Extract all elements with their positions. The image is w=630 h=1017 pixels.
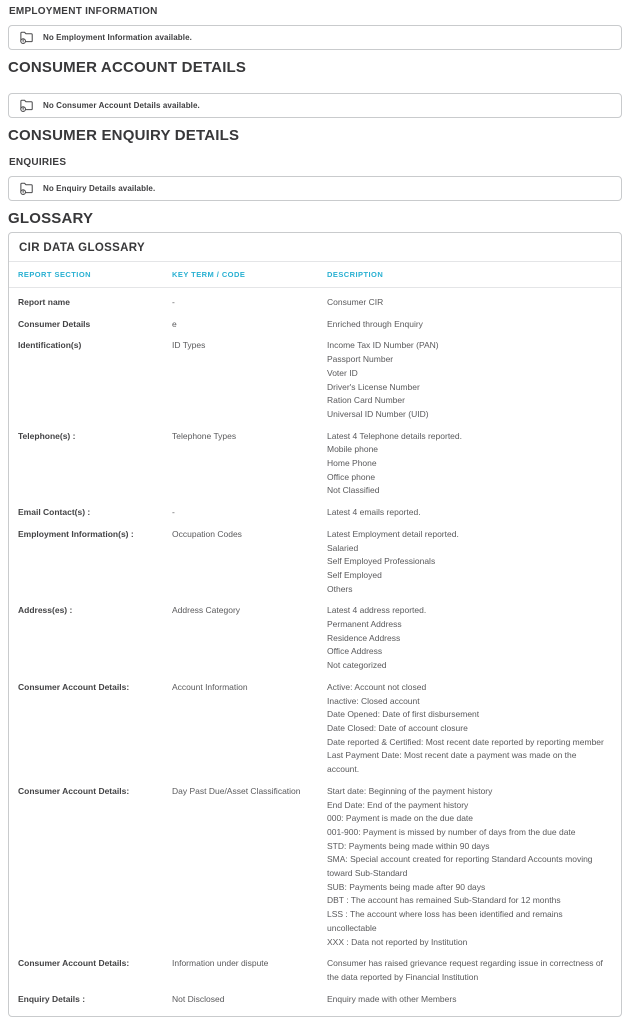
description-line: Voter ID [327, 367, 358, 378]
description-line: Not categorized [327, 660, 387, 671]
description-line: End Date: End of the payment history [327, 799, 469, 810]
description-line: DBT : The account has remained Sub-Standard for 12 months [327, 895, 561, 906]
description-cell [327, 957, 612, 984]
description-line: STD: Payments being made within 90 days [327, 840, 490, 851]
description-line: Active: Account not closed [327, 681, 427, 692]
report-section-cell: Telephone(s) : [18, 430, 76, 441]
description-line: Salaried [327, 542, 359, 553]
key-term-cell: - [172, 507, 175, 518]
table-row [9, 600, 621, 677]
description-line: Latest Employment detail reported. [327, 528, 459, 539]
description-line: 001-900: Payment is missed by number of days from the due date [327, 826, 576, 837]
report-section-cell: Email Contact(s) : [18, 507, 91, 518]
report-section-cell: Identification(s) [18, 340, 82, 351]
table-row [9, 502, 621, 524]
key-term-cell: Account Information [172, 681, 248, 692]
section-heading-enquiries: ENQUIRIES [9, 157, 67, 168]
table-row [9, 953, 621, 988]
glossary-table-title: CIR DATA GLOSSARY [9, 233, 621, 262]
no-data-folder-icon [19, 30, 34, 45]
key-term-cell: - [172, 297, 175, 307]
report-section-cell: Consumer Account Details: [18, 958, 130, 969]
description-line: 000: Payment is made on the due date [327, 813, 474, 824]
description-line: Self Employed [327, 569, 382, 580]
column-header-key-term-code: KEY TERM / CODE [172, 270, 246, 279]
description-line: Home Phone [327, 458, 377, 469]
report-section-cell: Consumer Account Details: [18, 681, 130, 692]
description-line: Permanent Address [327, 619, 402, 630]
report-section-cell: Consumer Details [18, 318, 91, 329]
description-cell [327, 506, 612, 520]
description-line: Not Classified [327, 485, 380, 496]
description-line: Driver's License Number [327, 381, 420, 392]
report-section-cell: Address(es) : [18, 605, 73, 616]
section-heading-consumer-enquiry-details: CONSUMER ENQUIRY DETAILS [8, 127, 240, 144]
key-term-cell: Information under dispute [172, 958, 269, 969]
table-row [9, 781, 621, 953]
description-line: Passport Number [327, 354, 394, 365]
report-section-cell: Employment Information(s) : [18, 528, 134, 539]
description-line: XXX : Data not reported by Institution [327, 936, 468, 947]
description-line: Income Tax ID Number (PAN) [327, 340, 439, 351]
no-data-folder-icon [19, 98, 34, 113]
enquiries-empty-state [8, 176, 622, 201]
cir-data-glossary-table [8, 232, 622, 1017]
glossary-rows [9, 288, 621, 1016]
key-term-cell: Not Disclosed [172, 993, 225, 1004]
section-heading-consumer-account-details: CONSUMER ACCOUNT DETAILS [8, 59, 247, 76]
glossary-column-header-row [9, 262, 621, 288]
empty-message-consumer-account: No Consumer Account Details available. [43, 101, 200, 110]
description-line: Office phone [327, 471, 376, 482]
table-row [9, 292, 621, 314]
report-section-cell: Enquiry Details : [18, 993, 86, 1004]
description-line: Universal ID Number (UID) [327, 408, 429, 419]
consumer-account-empty-state [8, 93, 622, 118]
description-line: Last Payment Date: Most recent date a payment was made on the account. [327, 750, 577, 775]
employment-empty-state [8, 25, 622, 50]
description-cell [327, 604, 612, 673]
description-line: Consumer CIR [327, 297, 384, 307]
table-row [9, 426, 621, 503]
description-line: Enquiry made with other Members [327, 993, 457, 1004]
description-line: Latest 4 emails reported. [327, 507, 421, 518]
key-term-cell: Telephone Types [172, 430, 237, 441]
no-data-folder-icon [19, 181, 34, 196]
description-cell [327, 785, 612, 949]
description-cell [327, 296, 612, 310]
description-line: Date Closed: Date of account closure [327, 722, 468, 733]
description-cell [327, 318, 612, 332]
table-row [9, 677, 621, 781]
description-cell [327, 993, 612, 1007]
table-row [9, 335, 621, 425]
column-header-report-section: REPORT SECTION [18, 270, 91, 279]
description-line: SMA: Special account created for reporting Standard Accounts moving toward Sub-Standard [327, 854, 593, 879]
section-heading-glossary: GLOSSARY [8, 210, 94, 227]
description-line: LSS : The account where loss has been identified and remains uncollectable [327, 909, 563, 933]
description-cell [327, 430, 612, 499]
report-section-cell: Consumer Account Details: [18, 785, 130, 796]
description-line: Start date: Beginning of the payment history [327, 785, 493, 796]
empty-message-employment: No Employment Information available. [43, 33, 192, 42]
table-row [9, 314, 621, 336]
description-line: Others [327, 583, 353, 594]
description-line: Residence Address [327, 632, 401, 643]
description-cell [327, 528, 612, 597]
key-term-cell: e [172, 318, 177, 329]
description-cell [327, 339, 612, 421]
report-section-cell: Report name [18, 297, 70, 307]
description-line: Self Employed Professionals [327, 556, 436, 567]
key-term-cell: Address Category [172, 605, 241, 616]
key-term-cell: Occupation Codes [172, 528, 242, 539]
key-term-cell: Day Past Due/Asset Classification [172, 785, 301, 796]
table-row [9, 989, 621, 1011]
description-line: Enriched through Enquiry [327, 318, 423, 329]
description-line: Office Address [327, 646, 383, 657]
description-line: Consumer has raised grievance request regarding issue in correctness of the data reported by Financial Institution [327, 958, 603, 982]
column-header-description: DESCRIPTION [327, 270, 384, 279]
description-line: Latest 4 Telephone details reported. [327, 430, 462, 441]
description-line: Date Opened: Date of first disbursement [327, 709, 480, 720]
empty-message-enquiries: No Enquiry Details available. [43, 184, 156, 193]
description-line: SUB: Payments being made after 90 days [327, 881, 486, 892]
description-line: Inactive: Closed account [327, 695, 420, 706]
key-term-cell: ID Types [172, 340, 206, 351]
description-line: Ration Card Number [327, 395, 405, 406]
section-heading-employment-information: EMPLOYMENT INFORMATION [9, 6, 158, 17]
description-cell [327, 681, 612, 777]
table-row [9, 524, 621, 601]
description-line: Latest 4 address reported. [327, 605, 427, 616]
description-line: Mobile phone [327, 444, 379, 455]
description-line: Date reported & Certified: Most recent date reported by reporting member [327, 736, 604, 747]
